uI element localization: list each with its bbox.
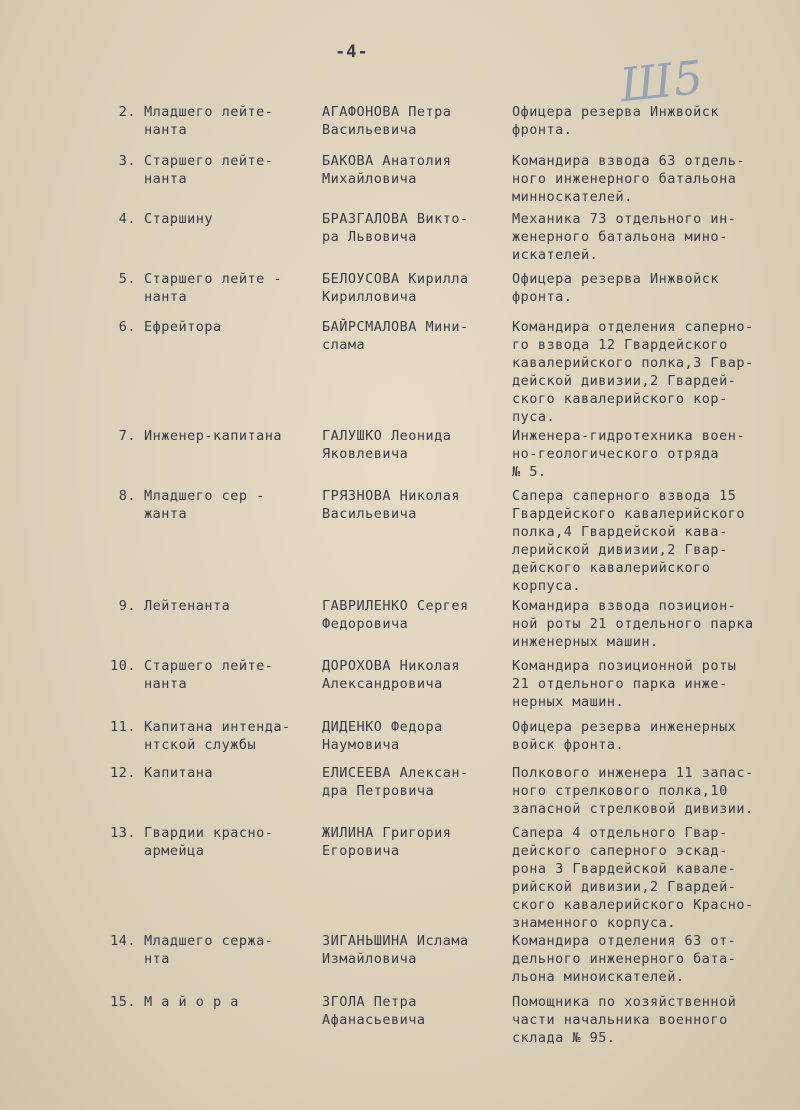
entry-position-line: полка,4 Гвардейской кава- [512, 524, 728, 540]
entry-name [322, 427, 502, 463]
entry-position-line: Командира позиционной роты [512, 658, 737, 674]
entry-rank-line: Гвардии красно- [144, 825, 274, 841]
entry-name-line: ЖИЛИНА Григория [322, 825, 452, 841]
entry-position-line: но-геологического отряда [512, 446, 720, 462]
entry-position-line: № 5. [512, 464, 547, 480]
entry-rank [144, 718, 309, 754]
entry-position-line: войск фронта. [512, 737, 625, 753]
entry-position-line: искателей. [512, 247, 599, 263]
entry-position-line: части начальника военного [512, 1012, 728, 1028]
entry-rank [144, 657, 309, 693]
entry-number: 3. [118, 153, 136, 169]
entry-rank-line: нта [144, 951, 170, 967]
entry-position-line: женерного батальона мино- [512, 229, 728, 245]
entry-position-line: Помощника по хозяйственной [512, 994, 737, 1010]
entry-position-line: лерийской дивизии,2 Гвар- [512, 542, 728, 558]
entry-name-line: БЕЛОУСОВА Кирилла [322, 271, 469, 287]
entry-rank-line: Ефрейтора [144, 319, 222, 335]
entry-rank [144, 210, 309, 228]
entry-rank-line: армейца [144, 843, 205, 859]
entry-position [512, 597, 782, 651]
entry-position-line: льона миноискателей. [512, 969, 685, 985]
entry-name-line: ДИДЕНКО Федора [322, 719, 443, 735]
entry-name [322, 487, 502, 523]
entry-name-line: АГАФОНОВА Петра [322, 104, 452, 120]
entry-rank [144, 824, 309, 860]
entry-position [512, 270, 782, 306]
entry-name [322, 103, 502, 139]
annotation-text: Ш5 [617, 49, 707, 113]
entry-name-line: Васильевича [322, 122, 417, 138]
entry-rank-line: нанта [144, 676, 188, 692]
entry-name-line: БРАЗГАЛОВА Викто- [322, 211, 469, 227]
entry-name [322, 657, 502, 693]
entry-position-line: Офицера резерва Инжвойск [512, 271, 720, 287]
entry-name-line: ЕЛИСЕЕВА Алексан- [322, 765, 469, 781]
entry-name-line: Федоровича [322, 616, 409, 632]
entry-position-line: дейского кавалерийского [512, 560, 711, 576]
entry-name [322, 932, 502, 968]
entry-rank-line: нанта [144, 122, 188, 138]
entry-name [322, 152, 502, 188]
entry-position-line: рийской дивизии,2 Гвардей- [512, 879, 737, 895]
entry-rank-line: Младшего сер - [144, 488, 265, 504]
entry-number: 14. [110, 933, 136, 949]
entry-position [512, 932, 782, 986]
entry-rank-line: Старшего лейте- [144, 658, 274, 674]
entry-name-line: ГРЯЗНОВА Николая [322, 488, 461, 504]
entry-position-line: Офицера резерва Инжвойск [512, 104, 720, 120]
entry-rank-line: М а й о р а [144, 994, 239, 1010]
entry-position-line: нерных машин. [512, 694, 625, 710]
entry-position [512, 718, 782, 754]
entry-position-line: дейского саперного эскад- [512, 843, 728, 859]
entry-name-line: Михайловича [322, 171, 417, 187]
entry-rank-line: Старшего лейте- [144, 153, 274, 169]
entry-position [512, 103, 782, 139]
entry-number: 13. [110, 825, 136, 841]
entry-name-line: Яковлевича [322, 446, 409, 462]
entry-name-line: Васильевича [322, 506, 417, 522]
entry-name-line: ЗИГАНЬШИНА Ислама [322, 933, 469, 949]
entry-position [512, 487, 782, 595]
entry-name-line: Александровича [322, 676, 443, 692]
entry-number: 11. [110, 719, 136, 735]
entry-name-line: дра Петровича [322, 783, 435, 799]
entry-name [322, 597, 502, 633]
entry-position-line: Сапера 4 отдельного Гвар- [512, 825, 728, 841]
entry-rank-line: Младшего сержа- [144, 933, 274, 949]
entry-name-line: ДОРОХОВА Николая [322, 658, 461, 674]
entry-position-line: ной роты 21 отдельного парка [512, 616, 754, 632]
entry-position-line: дельного инженерного бата- [512, 951, 737, 967]
entry-name [322, 764, 502, 800]
entry-position [512, 427, 782, 481]
entry-name-line: ГАВРИЛЕНКО Сергея [322, 598, 469, 614]
entry-name-line: Егоровича [322, 843, 400, 859]
entry-position-line: дейской дивизии,2 Гвардей- [512, 373, 737, 389]
entry-name [322, 993, 502, 1029]
entry-name [322, 210, 502, 246]
entry-position [512, 993, 782, 1047]
entry-position-line: минноскателей. [512, 189, 633, 205]
entry-name [322, 718, 502, 754]
entry-position-line: кавалерийского полка,3 Гвар- [512, 355, 754, 371]
entry-position-line: запасной стрелковой дивизии. [512, 801, 754, 817]
entry-position [512, 764, 782, 818]
entry-position-line: Механика 73 отдельного ин- [512, 211, 737, 227]
entry-rank-line: нтской службы [144, 737, 257, 753]
entry-position-line: Командира отделения саперно- [512, 319, 754, 335]
entry-position-line: корпуса. [512, 578, 582, 594]
page-number: -4- [335, 42, 369, 62]
entry-rank-line: Капитана интенда- [144, 719, 291, 735]
entry-position-line: 21 отдельного парка инже- [512, 676, 728, 692]
entry-position-line: Командира взвода 63 отдель- [512, 153, 745, 169]
entry-rank-line: Инженер-капитана [144, 428, 283, 444]
entry-number: 7. [118, 428, 136, 444]
entry-position-line: Гвардейского кавалерийского [512, 506, 745, 522]
entry-position-line: ного инженерного батальона [512, 171, 737, 187]
entry-position-line: фронта. [512, 122, 573, 138]
entry-position-line: Инженера-гидротехника воен- [512, 428, 745, 444]
entry-name-line: Наумовича [322, 737, 400, 753]
entry-rank-line: Старшего лейте - [144, 271, 283, 287]
entry-name-line: ЗГОЛА Петра [322, 994, 417, 1010]
entry-position-line: Командира отделения 63 от- [512, 933, 737, 949]
entry-position-line: го взвода 12 Гвардейского [512, 337, 728, 353]
entry-position-line: ского кавалерийского кор- [512, 391, 728, 407]
entry-position-line: рона 3 Гвардейской кавале- [512, 861, 737, 877]
entry-position-line: Полкового инженера 11 запас- [512, 765, 754, 781]
entry-rank [144, 487, 309, 523]
entry-name-line: Афанасьевича [322, 1012, 426, 1028]
entry-number: 9. [118, 598, 136, 614]
entry-number: 4. [118, 211, 136, 227]
entry-position-line: инженерных машин. [512, 634, 659, 650]
entry-rank [144, 103, 309, 139]
entry-number: 2. [118, 104, 136, 120]
entry-name-line: ра Львовича [322, 229, 417, 245]
entry-name [322, 270, 502, 306]
entry-name-line: Кирилловича [322, 289, 417, 305]
entry-position [512, 657, 782, 711]
entry-number: 8. [118, 488, 136, 504]
entry-position [512, 210, 782, 264]
entry-position [512, 318, 782, 426]
entry-name-line: ГАЛУШКО Леонида [322, 428, 452, 444]
entry-position-line: пуса. [512, 409, 556, 425]
entry-name-line: БАЙРСМАЛОВА Мини- [322, 319, 469, 335]
entry-number: 10. [110, 658, 136, 674]
entry-rank [144, 993, 309, 1011]
entry-rank-line: нанта [144, 171, 188, 187]
entry-number: 6. [118, 319, 136, 335]
entry-name [322, 824, 502, 860]
entry-position-line: знаменного корпуса. [512, 915, 676, 931]
entry-rank [144, 427, 309, 445]
entry-position-line: склада № 95. [512, 1030, 616, 1046]
entry-name-line: БАКОВА Анатолия [322, 153, 452, 169]
entry-position-line: ного стрелкового полка,10 [512, 783, 728, 799]
entry-number: 12. [110, 765, 136, 781]
entry-rank [144, 597, 309, 615]
entry-rank-line: нанта [144, 289, 188, 305]
entry-rank [144, 318, 309, 336]
entry-rank-line: Капитана [144, 765, 214, 781]
entry-rank-line: Старшину [144, 211, 214, 227]
entry-rank [144, 152, 309, 188]
entry-position-line: Офицера резерва инженерных [512, 719, 737, 735]
entry-position [512, 824, 782, 932]
entry-position-line: Сапера саперного взвода 15 [512, 488, 737, 504]
entry-rank [144, 764, 309, 782]
entry-name-line: Измайловича [322, 951, 417, 967]
entry-rank-line: Младшего лейте- [144, 104, 274, 120]
entry-position-line: Командира взвода позицион- [512, 598, 737, 614]
entry-rank-line: жанта [144, 506, 188, 522]
entry-number: 5. [118, 271, 136, 287]
entry-name-line: слама [322, 337, 366, 353]
entry-position-line: ского кавалерийского Красно- [512, 897, 754, 913]
entry-rank-line: Лейтенанта [144, 598, 231, 614]
entry-position-line: фронта. [512, 289, 573, 305]
entry-name [322, 318, 502, 354]
entry-rank [144, 932, 309, 968]
entry-position [512, 152, 782, 206]
entry-rank [144, 270, 309, 306]
entry-number: 15. [110, 994, 136, 1010]
